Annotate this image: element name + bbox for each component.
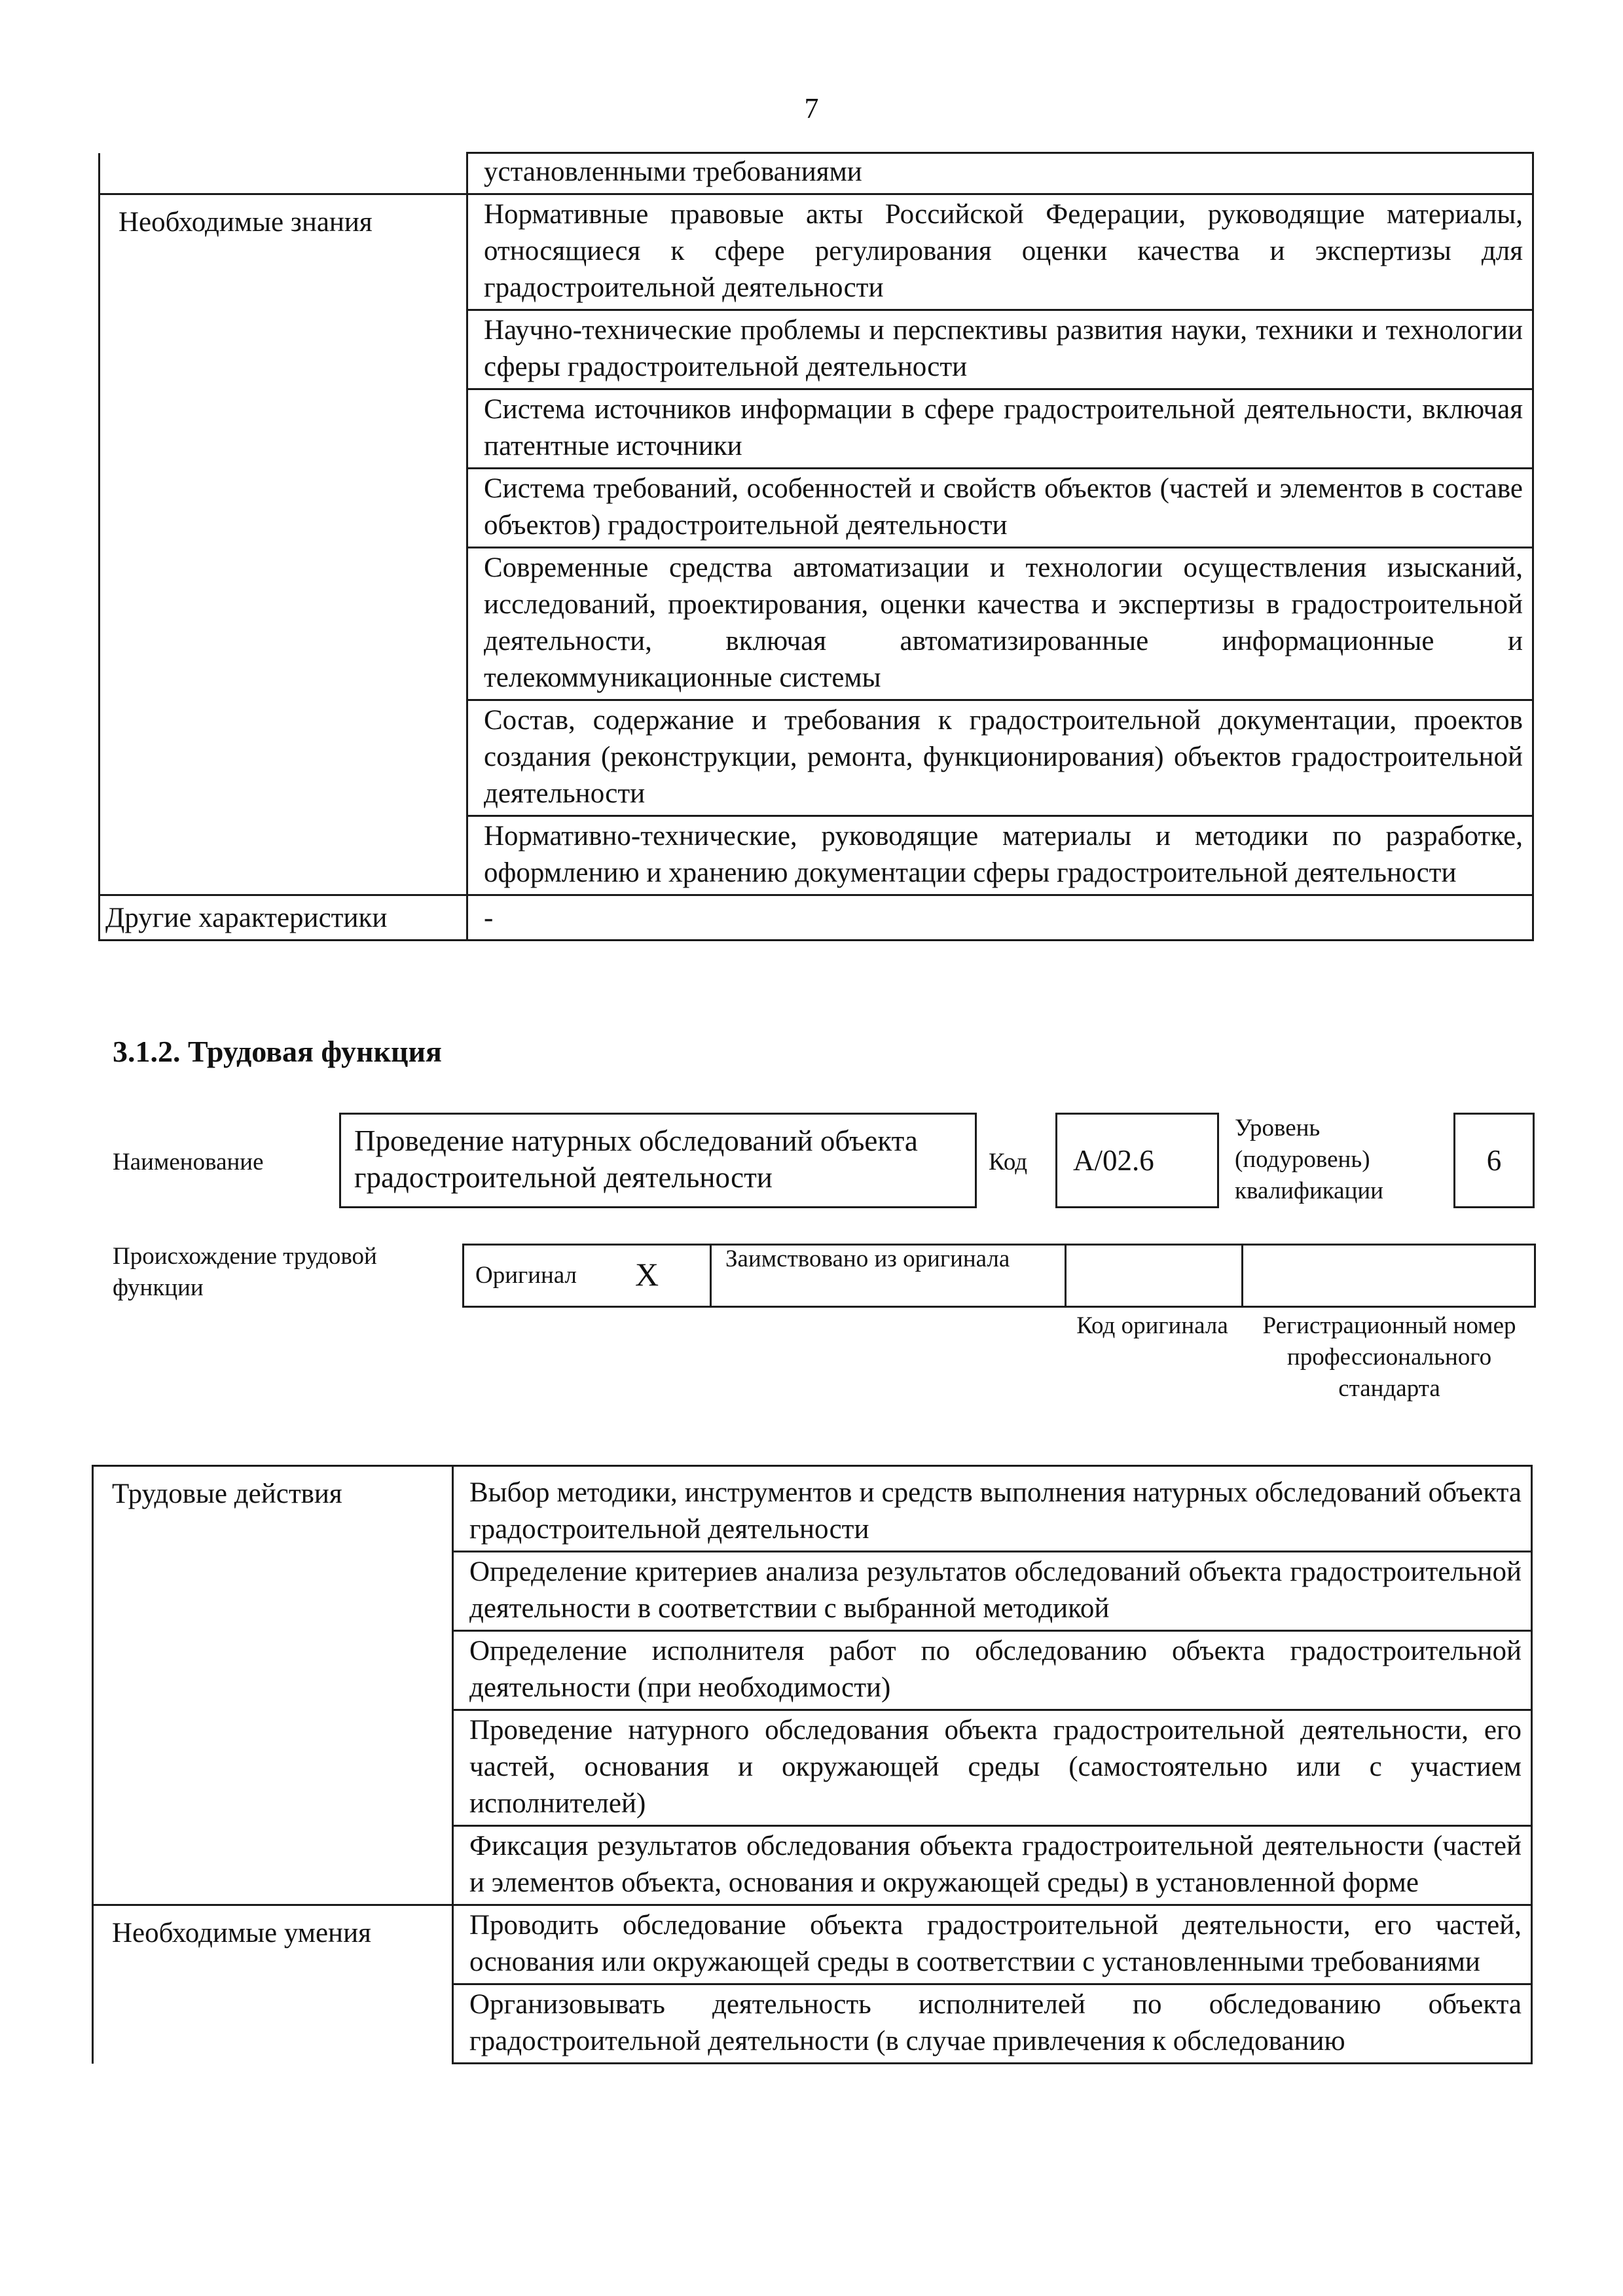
code-box	[1055, 1113, 1219, 1208]
continuation-cell: установленными требованиями	[467, 153, 1533, 194]
action-item: Фиксация результатов обследования объекта градостроительной деятельности (частей и элементов объекта, основания и окружающей среды) в установленной форме	[453, 1826, 1532, 1905]
name-box	[339, 1113, 977, 1208]
table-row	[100, 194, 1533, 310]
page-number: 7	[804, 92, 819, 124]
qualification-level-label: Уровень (подуровень) квалификации	[1235, 1115, 1383, 1204]
table-row	[100, 153, 1533, 194]
knowledge-item: Нормативно-технические, руководящие материалы и методики по разработке, оформлению и хранению документации сферы градостроительной деятельности	[467, 816, 1533, 895]
table-row	[93, 1905, 1532, 1984]
section-title: 3.1.2. Трудовая функция	[113, 1035, 442, 1068]
action-item: Определение исполнителя работ по обследованию объекта градостроительной деятельности (при необходимости)	[453, 1631, 1532, 1710]
code-label: Код	[989, 1149, 1028, 1175]
skills-label: Необходимые умения	[93, 1905, 453, 2064]
actions-label: Трудовые действия	[93, 1466, 453, 1905]
reg-number-caption: Регистрационный номер профессионального стандарта	[1262, 1312, 1516, 1402]
origin-label: Происхождение трудовой функции	[113, 1243, 377, 1301]
knowledge-item: Система требований, особенностей и свойств объектов (частей и элементов в составе объектов) градостроительной деятельности	[467, 469, 1533, 548]
function-name: Проведение натурных обследований объекта градостроительной деятельности	[354, 1124, 918, 1194]
original-mark: X	[635, 1256, 659, 1293]
action-item: Проведение натурного обследования объекта градостроительной деятельности, его частей, основания и окружающей среды (самостоятельно или с участием исполнителей)	[453, 1710, 1532, 1826]
action-item: Определение критериев анализа результатов обследований объекта градостроительной деятельности в соответствии с выбранной методикой	[453, 1552, 1532, 1631]
level-box	[1453, 1113, 1535, 1208]
skill-item: Проводить обследование объекта градостроительной деятельности, его частей, основания или окружающей среды в соответствии с установленными требованиями	[453, 1905, 1532, 1984]
borrowed-label: Заимствовано из оригинала	[725, 1246, 1010, 1272]
other-characteristics-value: -	[467, 895, 1533, 941]
name-label: Наименование	[113, 1149, 264, 1175]
skill-item: Организовывать деятельность исполнителей по обследованию объекта градостроительной деятельности (в случае привлечения к обследованию	[453, 1984, 1532, 2064]
code-value: А/02.6	[1073, 1144, 1154, 1177]
code-original-caption: Код оригинала	[1076, 1312, 1228, 1339]
knowledge-item: Система источников информации в сфере градостроительной деятельности, включая патентные источники	[467, 389, 1533, 469]
original-label: Оригинал	[475, 1262, 577, 1289]
knowledge-label: Необходимые знания	[100, 194, 467, 895]
table-row	[93, 1466, 1532, 1552]
level-value: 6	[1486, 1144, 1502, 1177]
knowledge-item: Нормативные правовые акты Российской Федерации, руководящие материалы, относящиеся к сфере регулирования оценки качества и экспертизы для градостроительной деятельности	[467, 194, 1533, 310]
knowledge-item: Современные средства автоматизации и технологии осуществления изысканий, исследований, проектирования, оценки качества и экспертизы в градостроительной деятельности, включая автоматизированные информационные и телекоммуникационные системы	[467, 548, 1533, 700]
actions-table	[92, 1465, 1533, 2064]
knowledge-table	[98, 152, 1534, 941]
knowledge-item: Научно-технические проблемы и перспективы развития науки, техники и технологии сферы градостроительной деятельности	[467, 310, 1533, 389]
other-characteristics-label: Другие характеристики	[100, 895, 467, 941]
table-row	[100, 895, 1533, 941]
knowledge-item: Состав, содержание и требования к градостроительной документации, проектов создания (реконструкции, ремонта, функционирования) объектов градостроительной деятельности	[467, 700, 1533, 816]
action-item: Выбор методики, инструментов и средств выполнения натурных обследований объекта градостроительной деятельности	[453, 1466, 1532, 1552]
